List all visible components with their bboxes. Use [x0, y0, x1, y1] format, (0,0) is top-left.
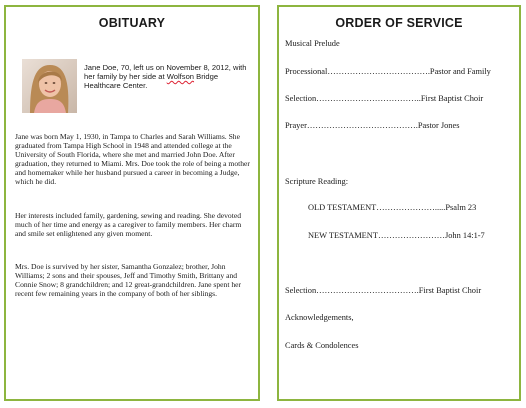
service-item-acknowledgements: Acknowledgements, — [285, 313, 354, 322]
service-item-cards-condolences: Cards & Condolences — [285, 341, 359, 350]
service-item-musical-prelude: Musical Prelude — [285, 39, 340, 48]
obituary-paragraph-biography: Jane was born May 1, 1930, in Tampa to Charles and Sarah Williams. She graduated from Tampa High School in 1948 and attended college at the University of South Florida, where she met and married John Doe. After graduation, they returned to Miami. Mrs. Doe took the role of being a mother and homemaker while her husband pursued a career in becoming a Judge, which he did. — [15, 132, 250, 187]
portrait-photo — [22, 59, 77, 113]
obituary-paragraph-survivors: Mrs. Doe is survived by her sister, Samantha Gonzalez; brother, John Williams; 2 sons and their spouses, Jeff and Timothy Smith, Brittany and Connie Snow; 8 grandchildren; and 12 great-grandchildren. Jane spent her recent few remaining years in the company of both of her siblings. — [15, 262, 242, 299]
service-item-new-testament: NEW TESTAMENT……………………John 14:1-7 — [308, 231, 485, 240]
service-item-processional: Processional……………………………….Pastor and Family — [285, 67, 491, 76]
obituary-panel — [4, 5, 260, 401]
obituary-heading: OBITUARY — [98, 16, 166, 30]
intro-place-name: Wolfson — [166, 72, 195, 82]
order-of-service-panel — [277, 5, 521, 401]
service-item-prayer: Prayer………………………………….Pastor Jones — [285, 121, 460, 130]
service-item-selection-1: Selection………………………………..First Baptist Choir — [285, 94, 484, 103]
service-item-selection-2: Selection……………………………….First Baptist Choir — [285, 286, 482, 295]
obituary-paragraph-interests: Her interests included family, gardening, sewing and reading. She devoted much of her time and energy as a caregiver to family members. Her charm and smile set enlightened any given moment. — [15, 211, 242, 239]
intro-text-end: Bridge Healthcare Center. — [84, 72, 219, 91]
intro-text: Jane Doe, 70, left us on November 8, 2012, with her family by her side at — [84, 63, 247, 82]
service-item-scripture-reading: Scripture Reading: — [285, 177, 349, 186]
obituary-intro — [84, 63, 254, 91]
service-heading: ORDER OF SERVICE — [335, 16, 463, 30]
service-item-old-testament: OLD TESTAMENT………………….....Psalm 23 — [308, 203, 477, 212]
